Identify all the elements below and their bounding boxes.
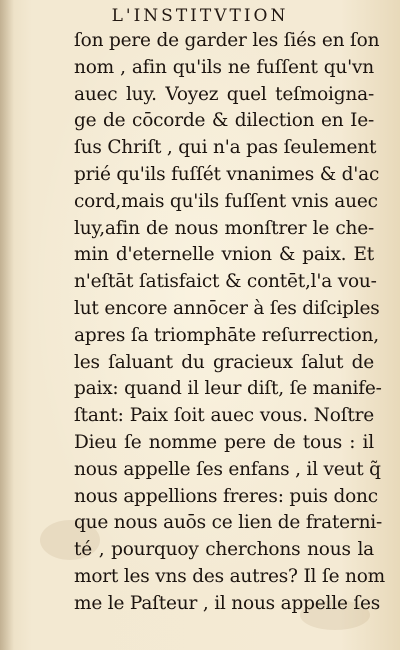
text-line: ſus Chriſt , qui n'a pas ſeulement [74, 137, 377, 159]
text-line: lut encore annōcer à ſes diſciples [74, 297, 380, 319]
text-line: min d'eternelle vnion & paix. Et [74, 244, 374, 266]
body-text [74, 28, 386, 618]
text-line: auec luy. Voyez quel teſmoigna- [74, 83, 374, 105]
text-line: que nous auōs ce lien de fraterni- [74, 512, 383, 534]
text-line: nous appelle ſes enfans , il veut q̃ [74, 458, 381, 480]
text-line: me le Paſteur , il nous appelle ſes [74, 592, 381, 614]
text-line: té , pourquoy cherchons nous la [74, 539, 374, 561]
running-head: L'INSTITVTION [111, 6, 289, 26]
text-line: nous appellions freres: puis donc [74, 485, 378, 507]
text-line: prié qu'ils fuſſét vnanimes & d'ac [74, 163, 380, 185]
text-line: cord,mais qu'ils fuſſent vnis auec [74, 190, 378, 212]
text-line: n'eſtāt ſatisfaict & contēt,l'a vou- [74, 271, 377, 293]
page-gutter-shadow [0, 0, 14, 650]
text-line: ſon pere de garder les ſiés en ſon [74, 30, 380, 51]
text-line: apres ſa triomphāte reſurrection, [74, 324, 379, 346]
text-line: ſtant: Paix ſoit auec vous. Noſtre [74, 405, 374, 427]
text-line: Dieu ſe nomme pere de tous : il [74, 431, 374, 453]
text-line: nom , afin qu'ils ne fuſſent qu'vn [74, 56, 374, 78]
text-line: paix: quand il leur diſt, ſe manife- [74, 378, 382, 400]
text-line: les ſaluant du gracieux ſalut de [74, 351, 374, 373]
text-line: ge de cōcorde & dilection en Ie- [74, 110, 374, 132]
text-line: mort les vns des autres? Il ſe nom [74, 565, 386, 587]
text-line: luy,afin de nous monſtrer le che- [74, 217, 374, 239]
